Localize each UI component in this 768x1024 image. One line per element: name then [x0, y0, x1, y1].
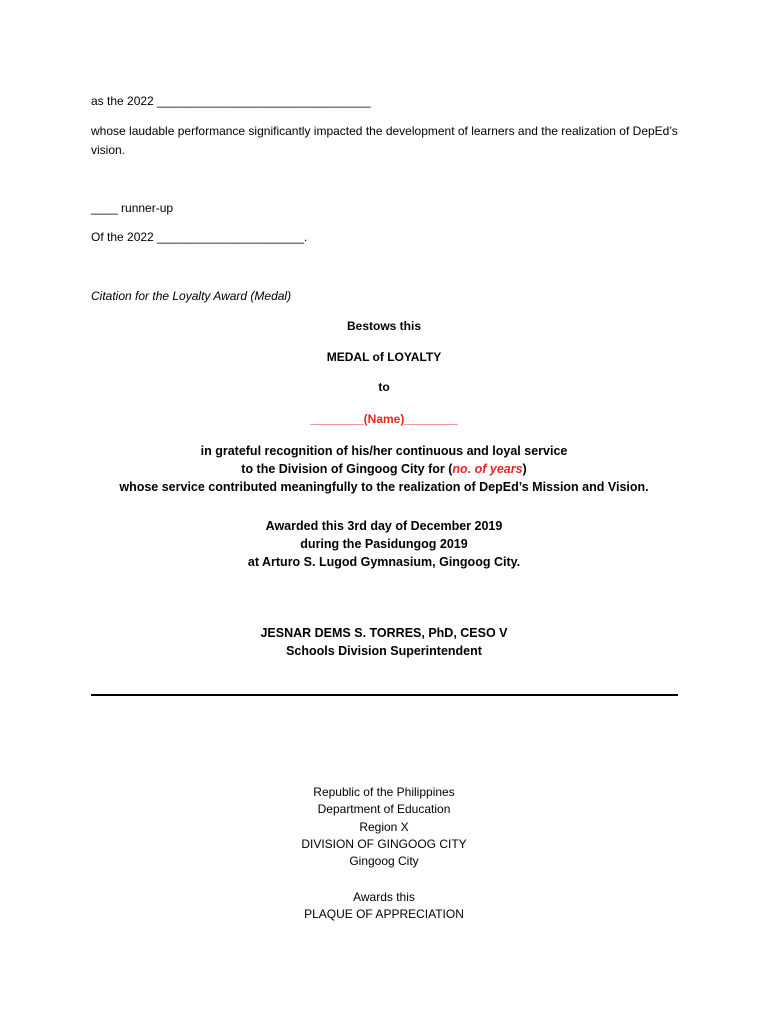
plaque-header-line-5: Gingoog City — [349, 854, 419, 869]
bestows-this-text: Bestows this — [346, 319, 421, 333]
plaque-header-line-2: Department of Education — [317, 802, 451, 817]
plaque-header-block — [0, 784, 768, 870]
years-placeholder: no. of years — [452, 462, 523, 476]
signatory-name: JESNAR DEMS S. TORRES, PhD, CESO V — [260, 626, 508, 640]
signatory-title: Schools Division Superintendent — [286, 644, 482, 658]
as-the-2022-line: as the 2022 ________________________________ — [91, 94, 371, 108]
medal-of-loyalty-title: MEDAL of LOYALTY — [326, 350, 442, 364]
awarded-block — [0, 517, 768, 571]
to-text: to — [378, 380, 390, 394]
runner-up-line: ____ runner-up — [91, 201, 174, 215]
of-the-2022-line: Of the 2022 ______________________. — [91, 230, 308, 244]
loyalty-citation-heading: Citation for the Loyalty Award (Medal) — [91, 289, 292, 303]
plaque-of-appreciation-title: PLAQUE OF APPRECIATION — [304, 907, 464, 922]
plaque-award-block — [0, 889, 768, 924]
recognition-line-2-prefix: to the Division of Gingoog City for ( — [241, 462, 453, 476]
awarded-line-3: at Arturo S. Lugod Gymnasium, Gingoog City. — [247, 555, 521, 569]
laudable-performance-paragraph: whose laudable performance significantly impacted the development of learners and the realization of DepEd’s vision. — [91, 124, 678, 157]
signatory-block — [0, 624, 768, 660]
recognition-line-1: in grateful recognition of his/her continuous and loyal service — [200, 444, 568, 458]
awards-this-text: Awards this — [353, 890, 415, 904]
awarded-line-1: Awarded this 3rd day of December 2019 — [265, 519, 503, 533]
recognition-line-2-suffix: ) — [522, 462, 527, 476]
awarded-line-2: during the Pasidungog 2019 — [300, 537, 468, 551]
plaque-header-line-1: Republic of the Philippines — [313, 785, 455, 799]
recognition-line-3: whose service contributed meaningfully to the realization of DepEd’s Mission and Vision. — [119, 480, 649, 494]
name-placeholder: ________(Name)________ — [310, 412, 458, 426]
recognition-block — [0, 442, 768, 496]
plaque-header-line-4: DIVISION OF GINGOOG CITY — [301, 836, 467, 851]
plaque-header-line-3: Region X — [359, 819, 409, 834]
recognition-line-2 — [0, 460, 768, 478]
section-divider — [91, 694, 678, 696]
